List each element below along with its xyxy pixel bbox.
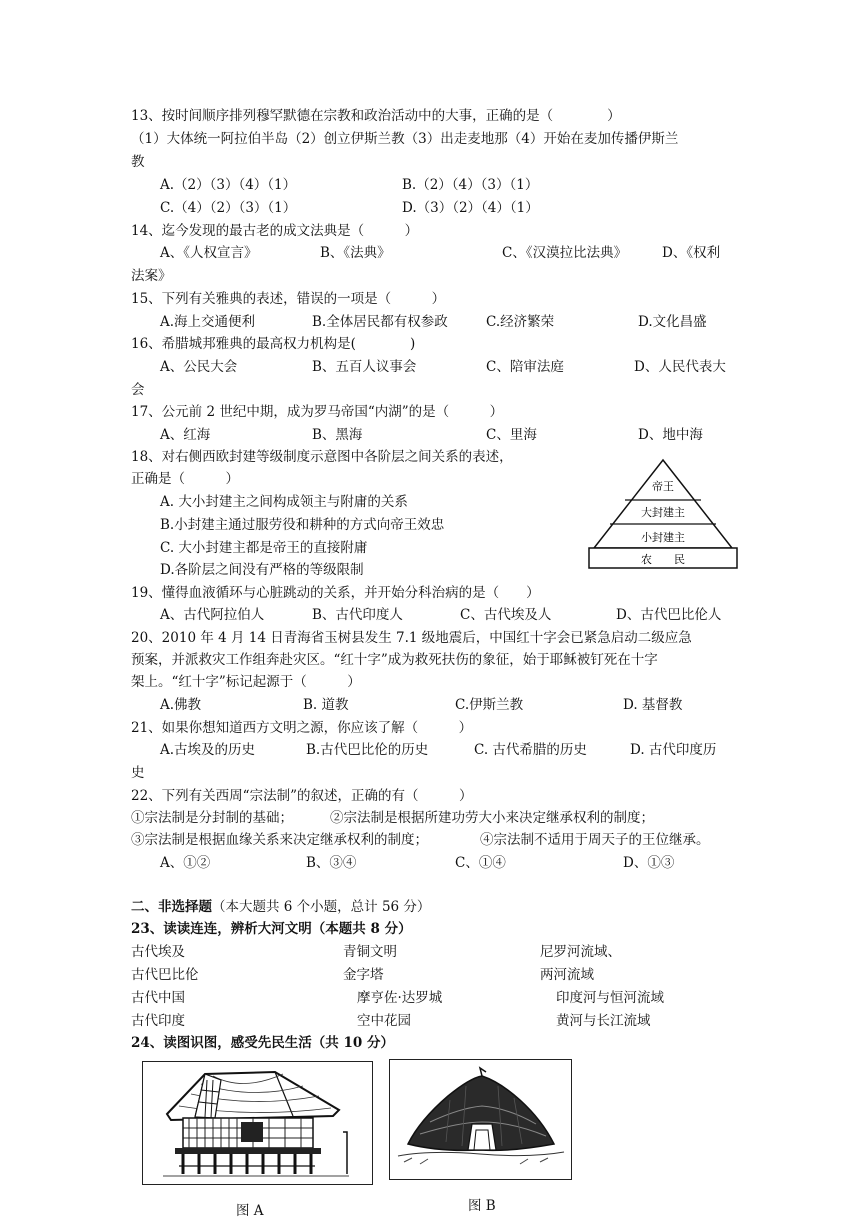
q13-events: （1）大体统一阿拉伯半岛（2）创立伊斯兰教（3）出走麦地那（4）开始在麦加传播伊斯兰 xyxy=(131,131,679,147)
pyramid-level-peasants: 农 民 xyxy=(641,553,685,566)
section-heading xyxy=(131,898,430,916)
q13-stem: 13、按时间顺序排列穆罕默德在宗教和政治活动中的大事，正确的是（ ） xyxy=(131,108,621,124)
q23-civilization[interactable]: 古代巴比伦 xyxy=(131,967,199,983)
q16-option-b[interactable]: B、五百人议事会 xyxy=(312,359,417,375)
q20-option-a[interactable]: A.佛教 xyxy=(160,697,202,713)
pyramid-level-lesser-lords: 小封建主 xyxy=(641,531,685,544)
q18-option-a[interactable]: A. 大小封建主之间构成领主与附庸的关系 xyxy=(160,494,408,510)
q24-title: 24、读图识图，感受先民生活（共 10 分） xyxy=(131,1035,394,1051)
q23-title: 23、读读连连，辨析大河文明（本题共 8 分） xyxy=(131,921,412,937)
q15-option-b[interactable]: B.全体居民都有权参政 xyxy=(312,314,448,330)
q23-river[interactable]: 黄河与长江流域 xyxy=(556,1013,651,1029)
q14-option-b[interactable]: B、《法典》 xyxy=(320,245,391,261)
q17-option-d[interactable]: D、地中海 xyxy=(638,427,703,443)
q21-option-a[interactable]: A.古埃及的历史 xyxy=(160,742,256,758)
section-title: 二、非选择题 xyxy=(131,899,212,915)
q14-option-a[interactable]: A、《人权宣言》 xyxy=(160,245,258,261)
q14-stem: 14、迄今发现的最古老的成文法典是（ ） xyxy=(131,223,419,239)
feudal-hierarchy-pyramid xyxy=(588,458,738,570)
q21-option-d-wrap: 史 xyxy=(131,765,145,781)
stilt-house-illustration xyxy=(143,1062,372,1184)
q23-civilization[interactable]: 古代印度 xyxy=(131,1013,185,1029)
q20-stem-2: 预案，并派救灾工作组奔赴灾区。“红十字”成为救死扶伤的象征，始于耶稣被钉死在十字 xyxy=(131,652,658,668)
q15-stem: 15、下列有关雅典的表述，错误的一项是（ ） xyxy=(131,291,446,307)
q20-option-d[interactable]: D. 基督教 xyxy=(623,697,683,713)
q13-option-a[interactable]: A.（2）（3）（4）（1） xyxy=(160,177,297,193)
figure-b-caption: 图 B xyxy=(468,1198,496,1214)
q23-achievement[interactable]: 摩亨佐·达罗城 xyxy=(357,990,443,1006)
q16-option-d[interactable]: D、人民代表大 xyxy=(634,359,726,375)
q17-option-a[interactable]: A、红海 xyxy=(160,427,211,443)
q16-stem: 16、希腊城邦雅典的最高权力机构是( ) xyxy=(131,336,416,352)
q19-option-c[interactable]: C、古代埃及人 xyxy=(460,607,552,623)
q21-option-b[interactable]: B.古代巴比伦的历史 xyxy=(306,742,429,758)
q21-stem: 21、如果你想知道西方文明之源，你应该了解（ ） xyxy=(131,720,473,736)
q18-option-c[interactable]: C. 大小封建主都是帝王的直接附庸 xyxy=(160,540,368,556)
q23-achievement[interactable]: 青铜文明 xyxy=(343,944,397,960)
q19-option-a[interactable]: A、古代阿拉伯人 xyxy=(160,607,265,623)
q22-statement-1: ①宗法制是分封制的基础； xyxy=(131,810,293,826)
q22-statement-4: ④宗法制不适用于周天子的王位继承。 xyxy=(480,832,710,848)
q18-option-b[interactable]: B.小封建主通过服劳役和耕种的方式向帝王效忠 xyxy=(160,517,445,533)
q23-achievement[interactable]: 空中花园 xyxy=(357,1013,411,1029)
q16-option-d-wrap: 会 xyxy=(131,382,145,398)
q18-stem: 18、对右侧西欧封建等级制度示意图中各阶层之间关系的表述， xyxy=(131,449,513,465)
q23-civilization[interactable]: 古代埃及 xyxy=(131,944,185,960)
q23-civilization[interactable]: 古代中国 xyxy=(131,990,185,1006)
q23-river[interactable]: 两河流域 xyxy=(540,967,594,983)
q20-stem-3: 架上。“红十字”标记起源于（ ） xyxy=(131,674,361,690)
q13-option-b[interactable]: B.（2）（4）（3）（1） xyxy=(402,177,539,193)
q22-statement-2: ②宗法制是根据所建功劳大小来决定继承权利的制度； xyxy=(330,810,654,826)
q22-stem: 22、下列有关西周“宗法制”的叙述，正确的有（ ） xyxy=(131,788,473,804)
q19-stem: 19、懂得血液循环与心脏跳动的关系，并开始分科治病的是（ ） xyxy=(131,585,540,601)
pyramid-level-great-lords: 大封建主 xyxy=(641,506,685,519)
thatched-hut-illustration xyxy=(390,1060,571,1179)
q18-option-d[interactable]: D.各阶层之间没有严格的等级限制 xyxy=(160,562,364,578)
q22-option-c[interactable]: C、①④ xyxy=(455,855,506,871)
section-note: （本大题共 6 个小题，总计 56 分） xyxy=(212,899,431,915)
q20-stem: 20、2010 年 4 月 14 日青海省玉树县发生 7.1 级地震后，中国红十字会已紧急启动二级应急 xyxy=(131,630,692,646)
q16-option-c[interactable]: C、陪审法庭 xyxy=(486,359,564,375)
q18-stem-wrap: 正确是（ ） xyxy=(131,471,239,487)
q23-achievement[interactable]: 金字塔 xyxy=(343,967,384,983)
q21-option-d[interactable]: D. 古代印度历 xyxy=(630,742,717,758)
q22-statement-3: ③宗法制是根据血缘关系来决定继承权利的制度； xyxy=(131,832,428,848)
q17-option-c[interactable]: C、里海 xyxy=(486,427,537,443)
figure-a-stilt-house xyxy=(142,1061,373,1185)
q23-river[interactable]: 尼罗河流域、 xyxy=(540,944,621,960)
q22-option-a[interactable]: A、①② xyxy=(160,855,211,871)
q23-river[interactable]: 印度河与恒河流域 xyxy=(556,990,664,1006)
q17-stem: 17、公元前 2 世纪中期，成为罗马帝国“内湖”的是（ ） xyxy=(131,404,504,420)
q22-option-d[interactable]: D、①③ xyxy=(623,855,675,871)
q20-option-b[interactable]: B. 道教 xyxy=(303,697,349,713)
figure-a-caption: 图 A xyxy=(236,1203,264,1219)
q20-option-c[interactable]: C.伊斯兰教 xyxy=(455,697,524,713)
q13-option-d[interactable]: D.（3）（2）（4）（1） xyxy=(402,200,539,216)
q14-option-d[interactable]: D、《权利 xyxy=(662,245,721,261)
q14-option-c[interactable]: C、《汉漠拉比法典》 xyxy=(502,245,628,261)
q13-events-wrap: 教 xyxy=(131,154,145,170)
q15-option-a[interactable]: A.海上交通便利 xyxy=(160,314,256,330)
q14-option-d-wrap: 法案》 xyxy=(131,268,172,284)
q16-option-a[interactable]: A、公民大会 xyxy=(160,359,238,375)
pyramid-level-emperor: 帝王 xyxy=(652,480,674,493)
q15-option-d[interactable]: D.文化昌盛 xyxy=(638,314,707,330)
q22-option-b[interactable]: B、③④ xyxy=(306,855,357,871)
figure-b-semi-subterranean-hut xyxy=(389,1059,572,1180)
q13-option-c[interactable]: C.（4）（2）（3）（1） xyxy=(160,200,297,216)
q21-option-c[interactable]: C. 古代希腊的历史 xyxy=(474,742,587,758)
q19-option-b[interactable]: B、古代印度人 xyxy=(312,607,403,623)
q15-option-c[interactable]: C.经济繁荣 xyxy=(486,314,555,330)
q19-option-d[interactable]: D、古代巴比伦人 xyxy=(616,607,722,623)
q17-option-b[interactable]: B、黑海 xyxy=(312,427,363,443)
